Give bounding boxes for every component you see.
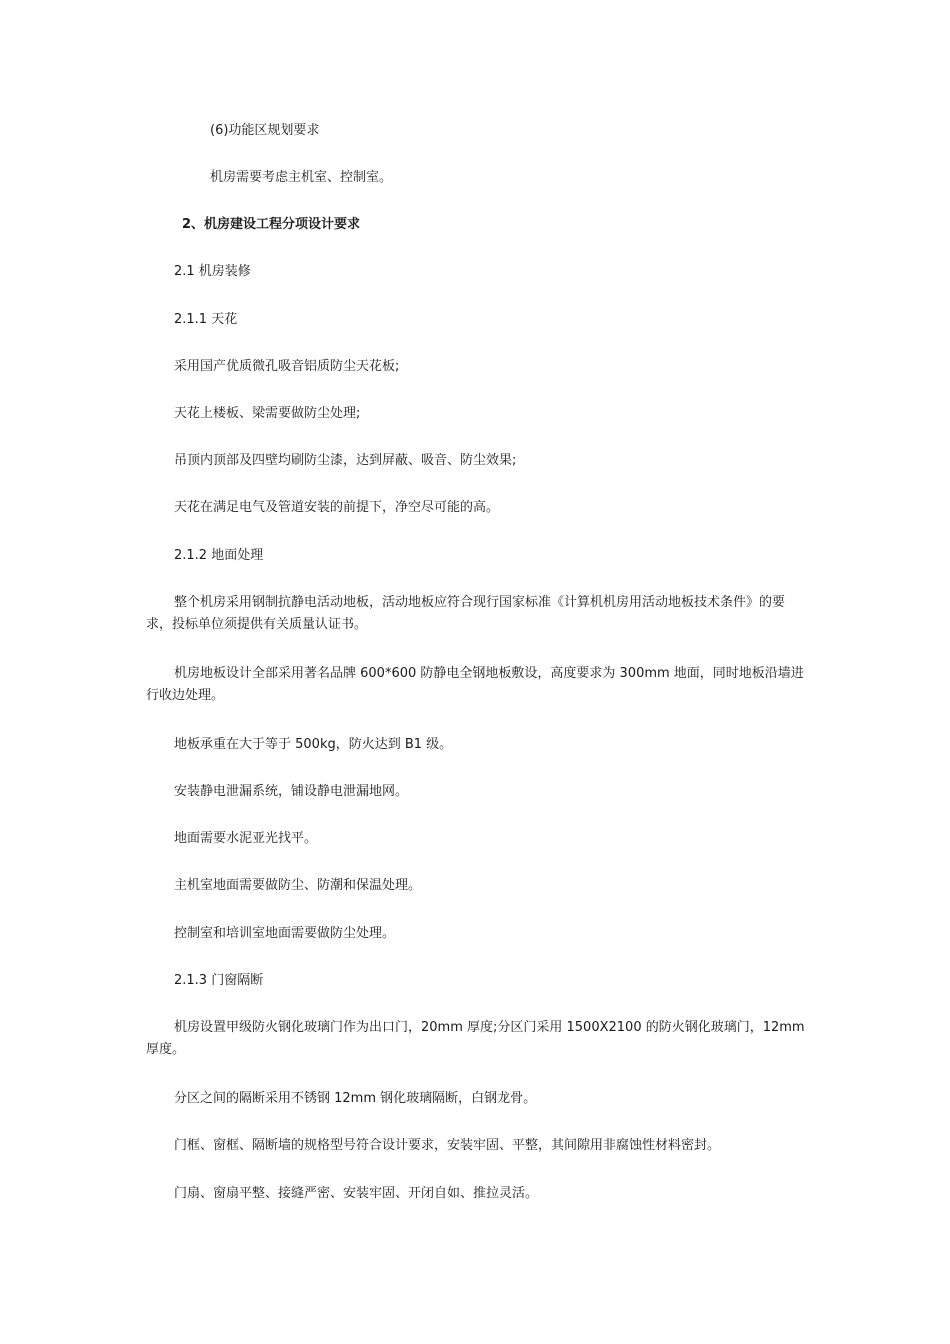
paragraph-room-zones: 机房需要考虑主机室、控制室。 <box>210 170 393 185</box>
section-heading-2-text: 2、机房建设工程分项设计要求 <box>182 217 361 232</box>
heading-functional-zone: (6)功能区规划要求 <box>210 123 320 138</box>
section-heading-2-1: 2.1 机房装修 <box>174 264 251 279</box>
section-heading-2 <box>182 214 360 236</box>
paragraph-floor-brand: 机房地板设计全部采用著名品牌 600*600 防静电全钢地板敷设，高度要求为 300mm 地面，同时地板沿墙进行收边处理。 <box>146 666 804 703</box>
section-heading-2-1-1: 2.1.1 天花 <box>174 312 238 327</box>
section-heading-2-1-3: 2.1.3 门窗隔断 <box>174 973 264 988</box>
paragraph-ceiling-height: 天花在满足电气及管道安装的前提下，净空尽可能的高。 <box>174 500 500 515</box>
paragraph-ceiling-paint: 吊顶内顶部及四壁均刷防尘漆，达到屏蔽、吸音、防尘效果; <box>174 453 517 468</box>
paragraph-partition: 分区之间的隔断采用不锈钢 12mm 钢化玻璃隔断，白钢龙骨。 <box>174 1091 537 1106</box>
paragraph-door-leaves: 门扇、窗扇平整、接缝严密、安装牢固、开闭自如、推拉灵活。 <box>174 1186 539 1201</box>
paragraph-floor-standard: 整个机房采用钢制抗静电活动地板，活动地板应符合现行国家标准《计算机机房用活动地板技术条件》的要求，投标单位须提供有关质量认证书。 <box>146 595 786 632</box>
paragraph-fire-door: 机房设置甲级防火钢化玻璃门作为出口门，20mm 厚度;分区门采用 1500X2100 的防火钢化玻璃门，12mm 厚度。 <box>146 1020 805 1057</box>
paragraph-frames: 门框、窗框、隔断墙的规格型号符合设计要求，安装牢固、平整，其间隙用非腐蚀性材料密封。 <box>174 1138 721 1153</box>
paragraph-main-room-floor: 主机室地面需要做防尘、防潮和保温处理。 <box>174 878 422 893</box>
paragraph-static-leak: 安装静电泄漏系统，铺设静电泄漏地网。 <box>174 784 409 799</box>
paragraph-cement-level: 地面需要水泥亚光找平。 <box>174 831 318 846</box>
section-heading-2-1-2: 2.1.2 地面处理 <box>174 548 264 563</box>
paragraph-control-room-floor: 控制室和培训室地面需要做防尘处理。 <box>174 926 396 941</box>
paragraph-ceiling-material: 采用国产优质微孔吸音铝质防尘天花板; <box>174 359 400 374</box>
paragraph-floor-load: 地板承重在大于等于 500kg，防火达到 B1 级。 <box>174 737 453 752</box>
paragraph-ceiling-dustproof: 天花上楼板、梁需要做防尘处理; <box>174 406 361 421</box>
